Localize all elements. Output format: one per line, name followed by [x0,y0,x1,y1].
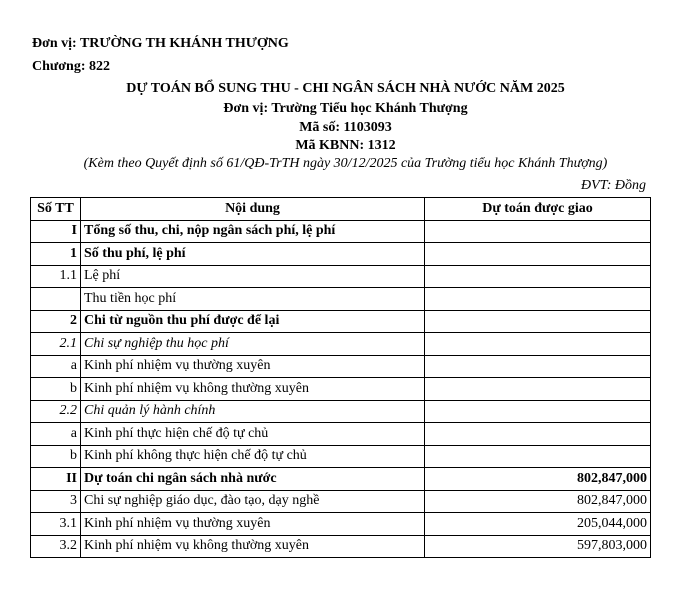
row-stt: 3.1 [31,513,81,536]
column-header-amount: Dự toán được giao [425,198,651,221]
table-row [31,490,651,513]
row-amount [425,378,651,401]
row-amount [425,445,651,468]
table-row [31,220,651,243]
row-content: Kinh phí nhiệm vụ thường xuyên [81,513,425,536]
table-row [31,423,651,446]
row-content: Kinh phí không thực hiện chế độ tự chủ [81,445,425,468]
row-amount: 205,044,000 [425,513,651,536]
row-stt: b [31,445,81,468]
row-amount [425,243,651,266]
row-amount [425,265,651,288]
unit-label: Đơn vị: TRƯỜNG TH KHÁNH THƯỢNG [32,36,289,51]
row-stt: II [31,468,81,491]
table-row [31,468,651,491]
row-stt: 3.2 [31,535,81,558]
row-content: Kinh phí thực hiện chế độ tự chủ [81,423,425,446]
currency-unit: ĐVT: Đồng [581,178,646,193]
row-amount [425,355,651,378]
row-stt: 1 [31,243,81,266]
row-amount [425,288,651,311]
row-content: Kinh phí nhiệm vụ không thường xuyên [81,378,425,401]
row-stt: b [31,378,81,401]
row-content: Lệ phí [81,265,425,288]
unit-code: Mã số: 1103093 [299,120,392,135]
decision-note: (Kèm theo Quyết định số 61/QĐ-TrTH ngày 30/12/2025 của Trường tiểu học Khánh Thượng) [83,156,608,171]
table-row [31,333,651,356]
table-row [31,243,651,266]
column-header-stt: Số TT [31,198,81,221]
chapter-label: Chương: 822 [32,59,110,74]
row-stt: 1.1 [31,265,81,288]
table-row [31,288,651,311]
row-amount: 802,847,000 [425,468,651,491]
row-content: Dự toán chi ngân sách nhà nước [81,468,425,491]
row-stt: a [31,423,81,446]
row-amount [425,400,651,423]
table-row [31,535,651,558]
row-stt: 3 [31,490,81,513]
row-amount [425,333,651,356]
row-stt [31,288,81,311]
document-title: DỰ TOÁN BỔ SUNG THU - CHI NGÂN SÁCH NHÀ NƯỚC NĂM 2025 [126,81,565,96]
row-content: Số thu phí, lệ phí [81,243,425,266]
row-content: Chi sự nghiệp giáo dục, đào tạo, dạy nghề [81,490,425,513]
kbnn-code: Mã KBNN: 1312 [295,138,396,153]
table-row [31,400,651,423]
table-row [31,513,651,536]
row-stt: a [31,355,81,378]
row-content: Chi từ nguồn thu phí được để lại [81,310,425,333]
row-stt: 2.2 [31,400,81,423]
row-stt: 2 [31,310,81,333]
table-row [31,445,651,468]
row-amount: 597,803,000 [425,535,651,558]
row-amount [425,220,651,243]
table-header-row [31,198,651,221]
column-header-content: Nội dung [81,198,425,221]
row-stt: I [31,220,81,243]
budget-table [30,197,651,558]
row-content: Thu tiền học phí [81,288,425,311]
row-stt: 2.1 [31,333,81,356]
row-amount [425,423,651,446]
row-content: Kinh phí nhiệm vụ không thường xuyên [81,535,425,558]
table-row [31,378,651,401]
row-amount: 802,847,000 [425,490,651,513]
table-row [31,355,651,378]
row-content: Chi sự nghiệp thu học phí [81,333,425,356]
table-row [31,265,651,288]
unit-name: Đơn vị: Trường Tiểu học Khánh Thượng [223,101,468,116]
table-row [31,310,651,333]
row-content: Tổng số thu, chi, nộp ngân sách phí, lệ phí [81,220,425,243]
row-content: Kinh phí nhiệm vụ thường xuyên [81,355,425,378]
row-amount [425,310,651,333]
row-content: Chi quản lý hành chính [81,400,425,423]
